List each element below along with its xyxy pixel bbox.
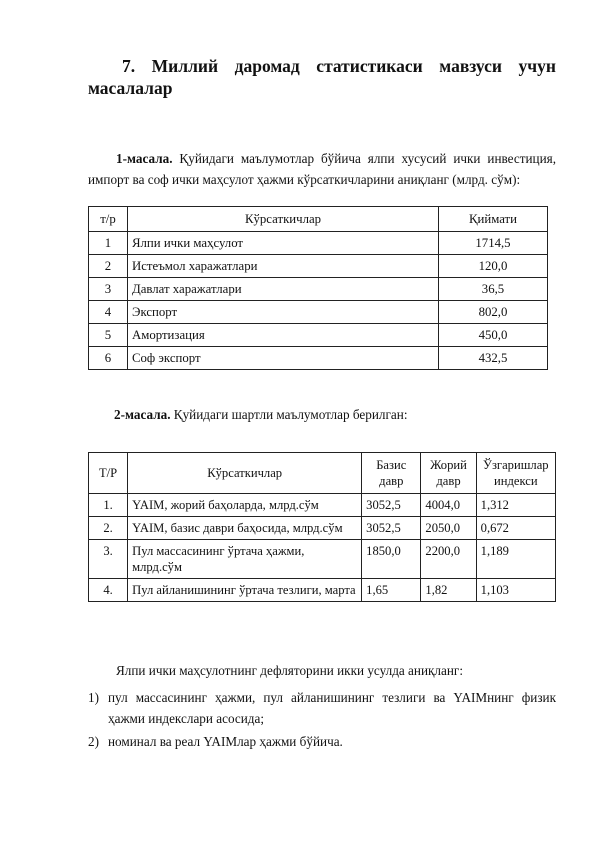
task1-text: Қуйидаги маълумотлар бўйича ялпи хусусий ички инвестиция, импорт ва соф ички маҳсулот ҳажми кўрсаткичларини аниқланг (млрд. сўм):: [88, 151, 556, 187]
row-indicator: YAIM, базис даври баҳосида, млрд.сўм: [128, 517, 362, 540]
row-value: 432,5: [439, 347, 548, 370]
table-row: [89, 540, 556, 579]
row-value: 1714,5: [439, 232, 548, 255]
question-text: Ялпи ички маҳсулотнинг дефляторини икки усулда аниқланг:: [116, 663, 464, 678]
row-indicator: Истеъмол харажатлари: [128, 255, 439, 278]
section-title: 7. Миллий даромад статистикаси мавзуси учун: [122, 56, 556, 76]
row-indicator: Пул массасининг ўртача ҳажми, млрд.сўм: [128, 540, 362, 579]
section-title-continued: масалалар: [88, 78, 173, 98]
row-current-value: 1,82: [421, 579, 476, 602]
row-current-value: 2050,0: [421, 517, 476, 540]
header-change-index: Ўзгаришлар индекси: [476, 453, 555, 494]
header-current-period: Жорий давр: [421, 453, 476, 494]
row-number: 6: [89, 347, 128, 370]
table-row: [89, 255, 548, 278]
row-index-value: 0,672: [476, 517, 555, 540]
conditional-data-table: [88, 452, 556, 602]
table-header-row: [89, 453, 556, 494]
row-indicator: YAIM, жорий баҳоларда, млрд.сўм: [128, 494, 362, 517]
header-number: Т/Р: [89, 453, 128, 494]
row-number: 1: [89, 232, 128, 255]
row-index-value: 1,189: [476, 540, 555, 579]
header-base-period: Базис давр: [362, 453, 421, 494]
row-number: 3: [89, 278, 128, 301]
row-number: 1.: [89, 494, 128, 517]
task2-paragraph: [88, 404, 556, 425]
row-value: 802,0: [439, 301, 548, 324]
table-header-row: [89, 207, 548, 232]
row-indicator: Ялпи ички маҳсулот: [128, 232, 439, 255]
row-number: 5: [89, 324, 128, 347]
row-base-value: 3052,5: [362, 494, 421, 517]
row-number: 2: [89, 255, 128, 278]
row-base-value: 3052,5: [362, 517, 421, 540]
table-row: [89, 347, 548, 370]
header-indicator: Кўрсаткичлар: [128, 207, 439, 232]
list-item-number: 1): [88, 690, 99, 705]
row-number: 4.: [89, 579, 128, 602]
task1-label: 1-масала.: [116, 151, 173, 166]
list-item-text: номинал ва реал YAIMлар ҳажми бўйича.: [108, 734, 343, 749]
row-number: 4: [89, 301, 128, 324]
table-row: [89, 232, 548, 255]
task2-label: 2-масала.: [114, 407, 171, 422]
task1-paragraph: [88, 148, 556, 190]
row-index-value: 1,312: [476, 494, 555, 517]
row-base-value: 1,65: [362, 579, 421, 602]
row-index-value: 1,103: [476, 579, 555, 602]
row-indicator: Соф экспорт: [128, 347, 439, 370]
row-value: 120,0: [439, 255, 548, 278]
table-row: [89, 579, 556, 602]
table-row: [89, 494, 556, 517]
table-row: [89, 517, 556, 540]
list-item-number: 2): [88, 734, 99, 749]
header-indicator: Кўрсаткичлар: [128, 453, 362, 494]
row-value: 450,0: [439, 324, 548, 347]
list-item: [88, 731, 556, 752]
table-row: [89, 278, 548, 301]
row-current-value: 4004,0: [421, 494, 476, 517]
row-indicator: Экспорт: [128, 301, 439, 324]
table-row: [89, 301, 548, 324]
header-value: Қиймати: [439, 207, 548, 232]
list-item: [88, 687, 556, 729]
row-number: 3.: [89, 540, 128, 579]
table-row: [89, 324, 548, 347]
list-item-text: пул массасининг ҳажми, пул айланишининг тезлиги ва YAIMнинг физик ҳажми индекслари асосида;: [108, 690, 556, 726]
indicators-table: [88, 206, 548, 370]
task2-text: Қуйидаги шартли маълумотлар берилган:: [170, 407, 408, 422]
row-current-value: 2200,0: [421, 540, 476, 579]
row-indicator: Амортизация: [128, 324, 439, 347]
header-number: т/р: [89, 207, 128, 232]
row-number: 2.: [89, 517, 128, 540]
row-indicator: Давлат харажатлари: [128, 278, 439, 301]
row-base-value: 1850,0: [362, 540, 421, 579]
row-indicator: Пул айланишининг ўртача тезлиги, марта: [128, 579, 362, 602]
row-value: 36,5: [439, 278, 548, 301]
